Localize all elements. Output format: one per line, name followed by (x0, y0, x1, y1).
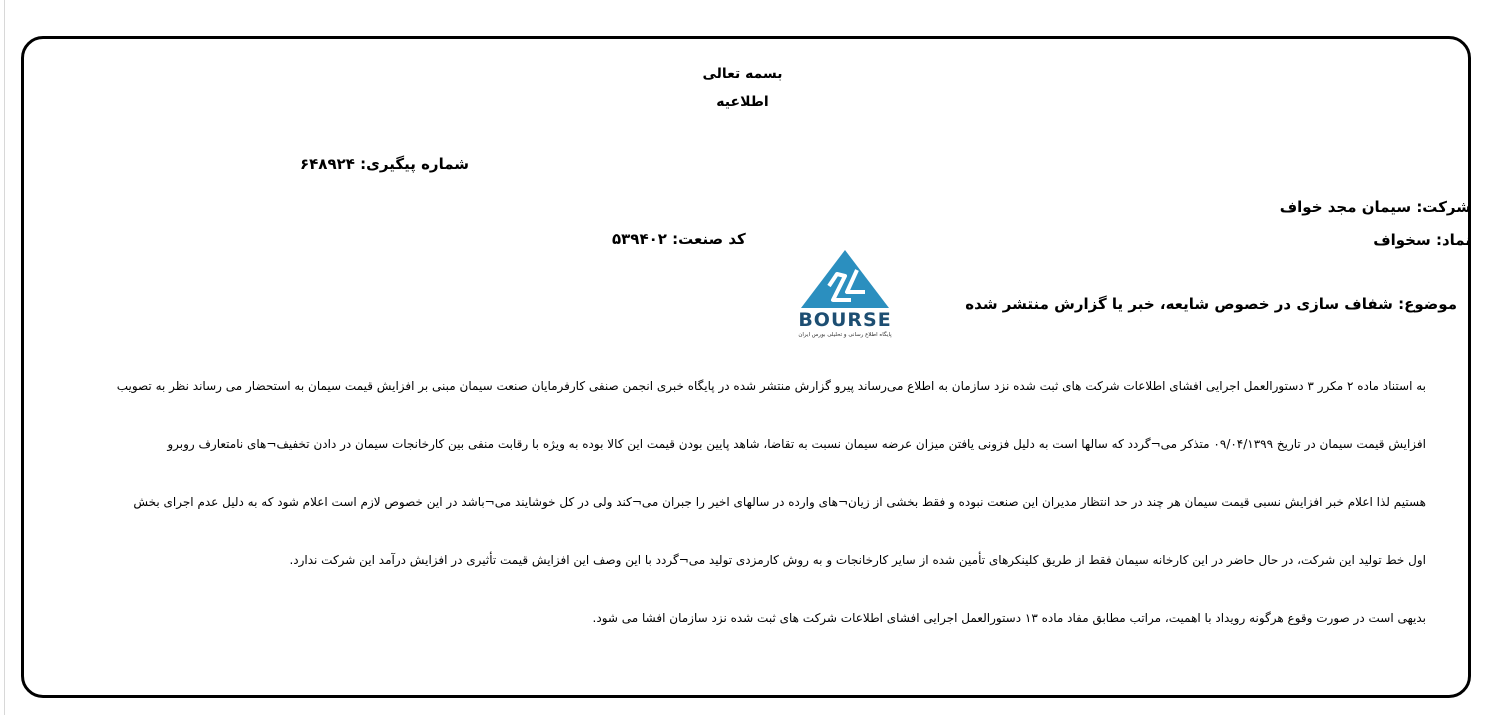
logo-tagline: پایگاه اطلاع رسانی و تحلیلی بورس ایران (798, 332, 892, 338)
body-line-3: هستیم لذا اعلام خبر افزایش نسبی قیمت سیمان هر چند در حد انتظار مدیران این صنعت نبوده و فقط بخشی از زیان¬های وارده در سالهای اخیر را جبران می¬کند ولی در کل خوشایند می¬باشد در این خصوص لازم است اعلام شود که به دلیل عدم اجرای بخش (133, 495, 1426, 509)
body-line-5: بدیهی است در صورت وقوع هرگونه رویداد با اهمیت، مراتب مطابق مفاد ماده ۱۳ دستورالعمل اجرایی افشای اطلاعات شرکت های ثبت شده نزد سازمان افشا می شود. (592, 611, 1426, 625)
subject-label: موضوع: (1398, 295, 1457, 313)
body-line-2: افزایش قیمت سیمان در تاریخ ۰۹/۰۴/۱۳۹۹ متذکر می¬گردد که سالها است به دلیل فزونی یافتن میزان عرضه سیمان نسبت به تقاضا، شاهد پایین بودن قیمت این کالا بوده به ویژه با رقابت منفی بین کارخانجات سیمان در دادن تخفیف¬های نامتعارف روبرو (167, 437, 1426, 451)
basmala-heading: بسمه تعالی (702, 66, 783, 82)
company-label: شرکت: (1416, 198, 1471, 216)
company-value: سیمان مجد خواف (1279, 198, 1412, 216)
tracking-value: ۶۴۸۹۲۴ (300, 155, 355, 173)
logo-wordmark: BOURSE (798, 309, 892, 331)
notice-title: اطلاعیه (716, 94, 769, 110)
symbol-label: نماد: (1435, 231, 1471, 249)
tracking-label: شماره پیگیری: (360, 155, 470, 173)
symbol-value: سخواف (1373, 231, 1431, 249)
industry-value: ۵۳۹۴۰۲ (612, 230, 667, 248)
body-line-4: اول خط تولید این شرکت، در حال حاضر در این کارخانه سیمان فقط از طریق کلینکرهای تأمین شده از سایر کارخانجات و به روش کارمزدی تولید می¬گردد با این وصف این افزایش قیمت تأثیری در افزایش درآمد این شرکت ندارد. (289, 553, 1426, 567)
tracking-number (300, 155, 469, 173)
industry-code (612, 230, 746, 248)
ticker-symbol (1373, 231, 1471, 249)
bourse-logo (785, 246, 905, 338)
notice-frame (21, 36, 1471, 698)
company-name (1280, 198, 1471, 216)
body-line-1: به استناد ماده ۲ مکرر ۳ دستورالعمل اجرایی افشای اطلاعات شرکت های ثبت شده نزد سازمان به اطلاع می‌رساند پیرو گزارش منتشر شده در پایگاه خبری انجمن صنفی کارفرمایان صنعت سیمان مبنی بر افزایش قیمت سیمان به استحضار می رساند نظر به تصویب (116, 379, 1426, 393)
industry-label: کد صنعت: (672, 230, 746, 248)
subject-line (965, 295, 1457, 313)
subject-value: شفاف سازی در خصوص شایعه، خبر یا گزارش منتشر شده (965, 295, 1393, 313)
